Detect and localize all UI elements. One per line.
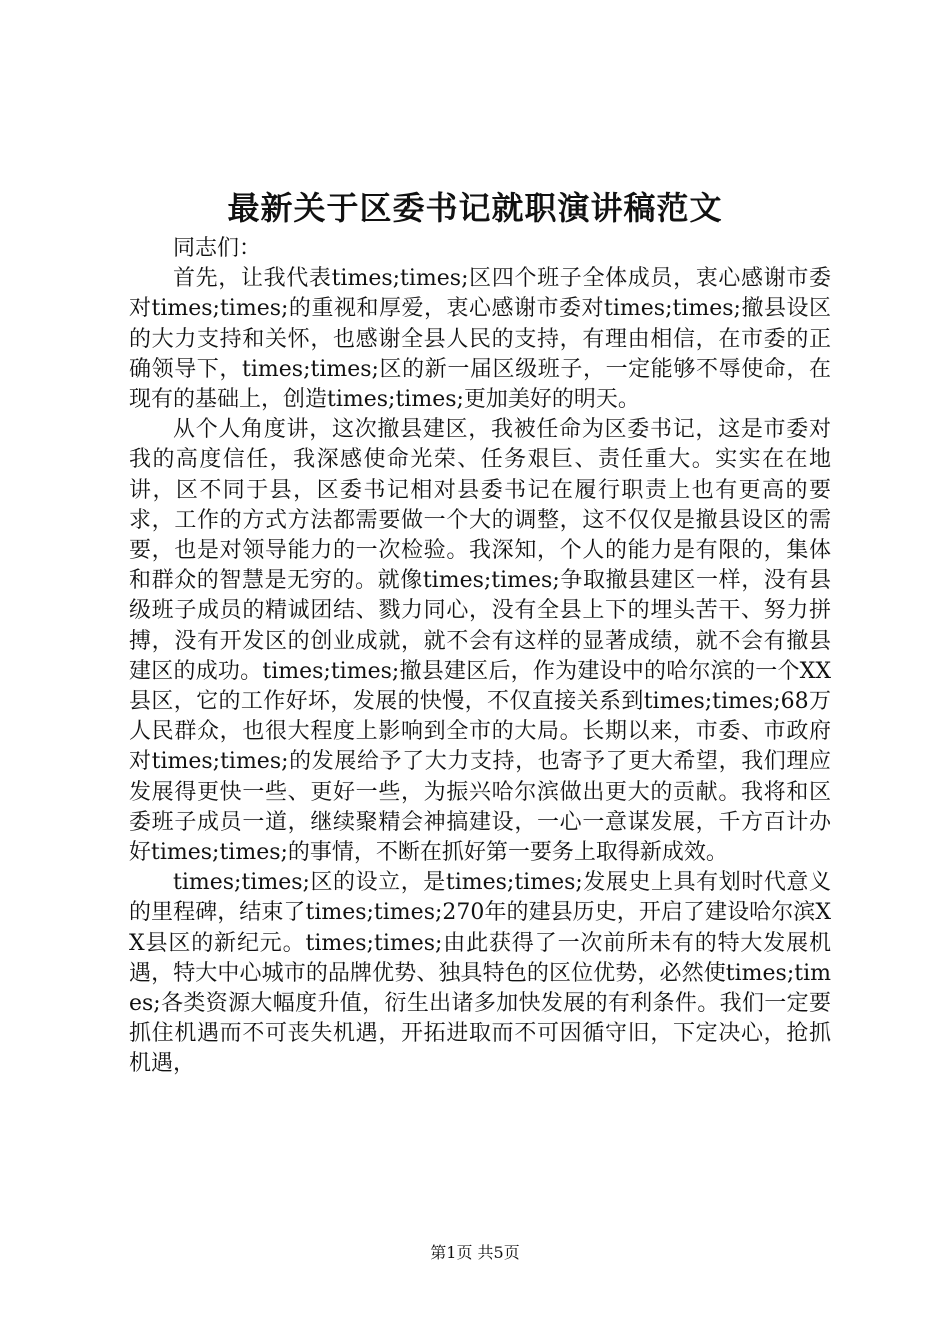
document-body (129, 234, 831, 1080)
paragraph-3: times;times;区的设立，是times;times;发展史上具有划时代意义的里程碑，结束了times;times;270年的建县历史，开启了建设哈尔滨XX县区的新纪元。times;times;由此获得了一次前所未有的特大发展机遇，特大中心城市的品牌优势、独具特色的区位优势，必然使times;times;各类资源大幅度升值，衍生出诸多加快发展的有利条件。我们一定要抓住机遇而不可丧失机遇，开拓进取而不可因循守旧，下定决心，抢抓机遇， (129, 870, 831, 1077)
paragraph-2: 从个人角度讲，这次撤县建区，我被任命为区委书记，这是市委对我的高度信任，我深感使命光荣、任务艰巨、责任重大。实实在在地讲，区不同于县，区委书记相对县委书记在履行职责上也有更高的要求，工作的方式方法都需要做一个大的调整，这不仅仅是撤县设区的需要，也是对领导能力的一次检验。我深知，个人的能力是有限的，集体和群众的智慧是无穷的。就像times;times;争取撤县建区一样，没有县级班子成员的精诚团结、戮力同心，没有全县上下的埋头苦干、努力拼搏，没有开发区的创业成就，就不会有这样的显著成绩，就不会有撤县建区的成功。times;times;撤县建区后，作为建设中的哈尔滨的一个XX县区，它的工作好坏，发展的快慢，不仅直接关系到times;times;68万人民群众，也很大程度上影响到全市的大局。长期以来，市委、市政府对times;times;的发展给予了大力支持，也寄予了更大希望，我们理应发展得更快一些、更好一些，为振兴哈尔滨做出更大的贡献。我将和区委班子成员一道，继续聚精会神搞建设，一心一意谋发展，千方百计办好times;times;的事情，不断在抓好第一要务上取得新成效。 (129, 417, 831, 866)
paragraph-salutation: 同志们： (173, 236, 262, 261)
document-title: 最新关于区委书记就职演讲稿范文 (227, 189, 723, 227)
paragraph-1: 首先，让我代表times;times;区四个班子全体成员，衷心感谢市委对times;times;的重视和厚爱，衷心感谢市委对times;times;撤县设区的大力支持和关怀，也感谢全县人民的支持，有理由相信，在市委的正确领导下，times;times;区的新一届区级班子，一定能够不辱使命，在现有的基础上，创造times;times;更加美好的明天。 (129, 266, 831, 413)
page-number-footer: 第1页 共5页 (430, 1243, 520, 1262)
